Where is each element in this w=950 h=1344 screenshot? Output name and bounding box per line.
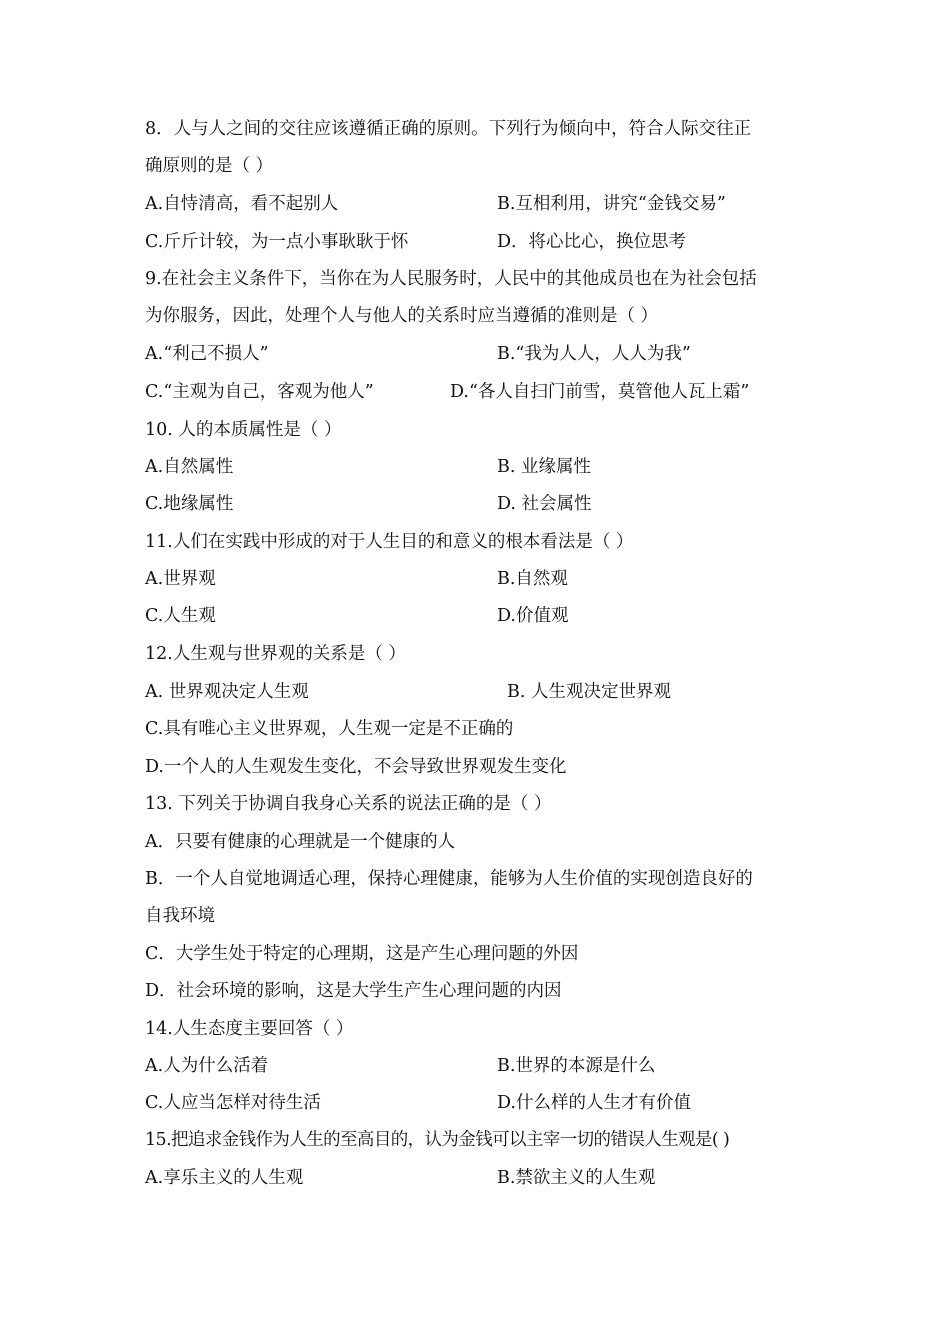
q11-option-d: D.价值观	[497, 606, 569, 626]
q11-stem: 11.人们在实践中形成的对于人生目的和意义的根本看法是（ ）	[145, 532, 634, 552]
q8-option-d: D．将心比心，换位思考	[497, 232, 687, 252]
q14-option-d: D.什么样的人生才有价值	[497, 1093, 691, 1113]
q10-options-row2	[145, 486, 825, 523]
q10-stem: 10. 人的本质属性是（ ）	[145, 420, 342, 440]
q8-options-row1	[145, 186, 825, 223]
q12-option-a: A. 世界观决定人生观	[145, 682, 309, 702]
q12-option-b: B. 人生观决定世界观	[507, 682, 671, 702]
q15-options-row1	[145, 1160, 825, 1197]
q9-options-row2	[145, 374, 825, 411]
q15-stem: 15.把追求金钱作为人生的至高目的，认为金钱可以主宰一切的错误人生观是( )	[145, 1130, 730, 1150]
q11-options-row1	[145, 561, 825, 598]
q8-stem-line2: 确原则的是（ ）	[145, 156, 274, 176]
q14-options-row1	[145, 1048, 825, 1085]
q11-option-c: C.人生观	[145, 606, 216, 626]
q9-option-a: A.“利己不损人”	[145, 344, 269, 364]
q9-stem-line1: 9.在社会主义条件下，当你在为人民服务时，人民中的其他成员也在为社会包括	[145, 269, 757, 289]
q8-option-b: B.互相利用，讲究“金钱交易”	[497, 194, 726, 214]
q13-option-b-line1: B．一个人自觉地调适心理，保持心理健康，能够为人生价值的实现创造良好的	[145, 869, 753, 889]
q15-option-b: B.禁欲主义的人生观	[497, 1168, 656, 1188]
q9-stem-line2: 为你服务，因此，处理个人与他人的关系时应当遵循的准则是（ ）	[145, 306, 659, 326]
q8-option-a: A.自恃清高，看不起别人	[145, 194, 339, 214]
q12-options-row1	[145, 674, 825, 711]
q9-options-row1	[145, 336, 825, 373]
q11-option-a: A.世界观	[145, 569, 216, 589]
q13-option-b-line2: 自我环境	[145, 906, 215, 926]
q9-option-b: B.“我为人人，人人为我”	[497, 344, 691, 364]
q11-options-row2	[145, 598, 825, 635]
q8-options-row2	[145, 224, 825, 261]
q9-option-d: D.“各人自扫门前雪，莫管他人瓦上霜”	[450, 382, 750, 402]
q15-option-a: A.享乐主义的人生观	[145, 1168, 304, 1188]
q13-option-d: D．社会环境的影响，这是大学生产生心理问题的内因	[145, 981, 562, 1001]
q10-options-row1	[145, 449, 825, 486]
q14-option-c: C.人应当怎样对待生活	[145, 1093, 321, 1113]
q14-option-a: A.人为什么活着	[145, 1056, 269, 1076]
q9-option-c: C.“主观为自己，客观为他人”	[145, 382, 374, 402]
q10-option-c: C.地缘属性	[145, 494, 234, 514]
q12-option-c: C.具有唯心主义世界观，人生观一定是不正确的	[145, 719, 514, 739]
q8-option-c: C.斤斤计较，为一点小事耿耿于怀	[145, 232, 409, 252]
q10-option-b: B. 业缘属性	[497, 457, 591, 477]
q13-option-a: A．只要有健康的心理就是一个健康的人	[145, 832, 456, 852]
q12-stem: 12.人生观与世界观的关系是（ ）	[145, 644, 406, 664]
q10-option-d: D. 社会属性	[497, 494, 592, 514]
q14-option-b: B.世界的本源是什么	[497, 1056, 656, 1076]
q8-stem-line1: 8．人与人之间的交往应该遵循正确的原则。下列行为倾向中，符合人际交往正	[145, 119, 752, 139]
q14-options-row2	[145, 1085, 825, 1122]
q11-option-b: B.自然观	[497, 569, 568, 589]
q10-option-a: A.自然属性	[145, 457, 234, 477]
q12-option-d: D.一个人的人生观发生变化，不会导致世界观发生变化	[145, 757, 567, 777]
q13-stem: 13. 下列关于协调自我身心关系的说法正确的是（ ）	[145, 794, 552, 814]
q13-option-c: C．大学生处于特定的心理期，这是产生心理问题的外因	[145, 944, 579, 964]
q14-stem: 14.人生态度主要回答（ ）	[145, 1019, 354, 1039]
